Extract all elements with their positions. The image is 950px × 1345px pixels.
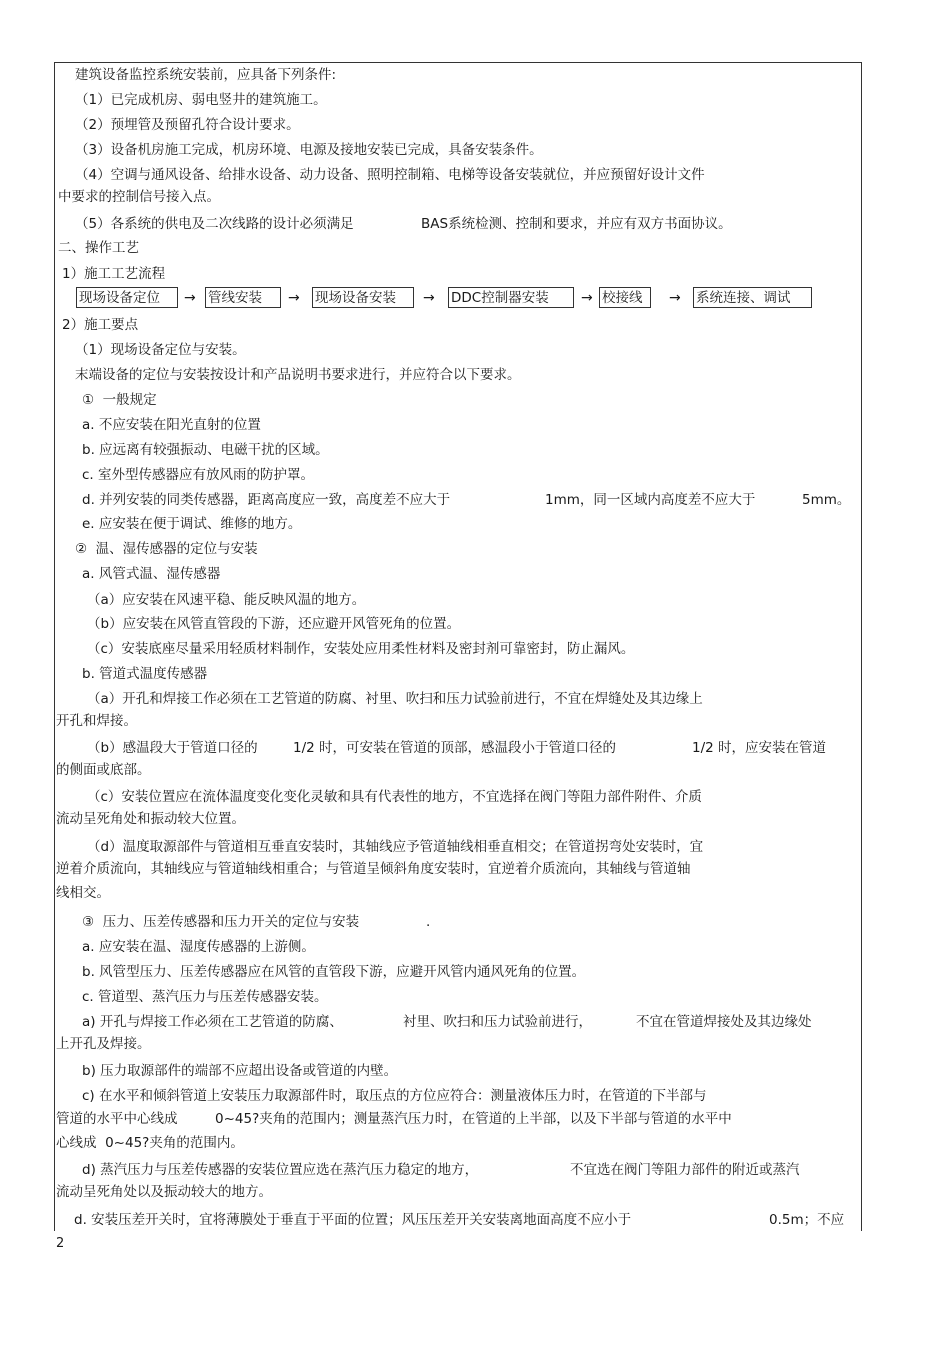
flow-arrow: → xyxy=(669,290,681,306)
flow-step: DDC控制器安装 xyxy=(448,287,574,308)
sub-heading: 2）施工要点 xyxy=(62,317,139,333)
text-line: 1mm，同一区域内高度差不应大于 xyxy=(545,492,756,508)
text-line: ② 温、湿传感器的定位与安装 xyxy=(75,541,258,557)
section-heading: 二、操作工艺 xyxy=(58,240,139,256)
text-line: d) 蒸汽压力与压差传感器的安装位置应选在蒸汽压力稳定的地方， xyxy=(82,1162,479,1178)
text-line: 1/2 时，应安装在管道 xyxy=(692,740,827,756)
text-line: 不宜在管道焊接处及其边缘处 xyxy=(636,1014,812,1030)
text-line: 上开孔及焊接。 xyxy=(56,1036,151,1052)
text-line: 流动呈死角处以及振动较大的地方。 xyxy=(56,1184,272,1200)
text-line: 5mm。 xyxy=(802,492,851,508)
text-line: （b）应安装在风管直管段的下游，还应避开风管死角的位置。 xyxy=(87,616,461,632)
flow-arrow: → xyxy=(184,290,196,306)
text-line: 0.5m；不应 xyxy=(769,1212,845,1228)
text-line: 衬里、吹扫和压力试验前进行， xyxy=(403,1014,592,1030)
flow-arrow: → xyxy=(423,290,435,306)
text-line: a. 应安装在温、湿度传感器的上游侧。 xyxy=(82,939,315,955)
flow-step: 现场设备定位 xyxy=(76,287,178,308)
text-line: a. 风管式温、湿传感器 xyxy=(82,566,221,582)
text-line: 不宜选在阀门等阻力部件的附近或蒸汽 xyxy=(570,1162,800,1178)
text-line: c. 管道型、蒸汽压力与压差传感器安装。 xyxy=(82,989,328,1005)
sub-heading: 1）施工工艺流程 xyxy=(62,266,166,282)
text-line: （b）感温段大于管道口径的 xyxy=(87,740,258,756)
text-line: 开孔和焊接。 xyxy=(56,713,137,729)
flow-arrow: → xyxy=(581,290,593,306)
text-line: a. 不应安装在阳光直射的位置 xyxy=(82,417,261,433)
text-line: （1）已完成机房、弱电竖井的建筑施工。 xyxy=(75,92,327,108)
text-line: a) 开孔与焊接工作必须在工艺管道的防腐、 xyxy=(82,1014,343,1030)
text-line: c) 在水平和倾斜管道上安装压力取源部件时，取压点的方位应符合：测量液体压力时，在管道的下半部与 xyxy=(82,1088,707,1104)
text-line: 线相交。 xyxy=(56,885,110,901)
text-line: （5）各系统的供电及二次线路的设计必须满足 xyxy=(75,216,354,232)
text-line: 建筑设备监控系统安装前，应具备下列条件: xyxy=(75,67,337,83)
text-line: 0~45?夹角的范围内；测量蒸汽压力时，在管道的上半部，以及下半部与管道的水平中 xyxy=(215,1111,732,1127)
text-line: BAS系统检测、控制和要求，并应有双方书面协议。 xyxy=(421,216,732,232)
text-line: 逆着介质流向，其轴线应与管道轴线相重合；与管道呈倾斜角度安装时，宜逆着介质流向，其轴线与管道轴 xyxy=(56,861,691,877)
text-line: ① 一般规定 xyxy=(82,392,157,408)
flow-step: 管线安装 xyxy=(205,287,281,308)
text-line: b. 风管型压力、压差传感器应在风管的直管段下游，应避开风管内通风死角的位置。 xyxy=(82,964,586,980)
flow-step: 现场设备安装 xyxy=(312,287,414,308)
text-line: 心线成 0~45?夹角的范围内。 xyxy=(56,1135,244,1151)
text-line: （1）现场设备定位与安装。 xyxy=(75,342,246,358)
text-line: c. 室外型传感器应有放风雨的防护罩。 xyxy=(82,467,315,483)
text-line: 流动呈死角处和振动较大位置。 xyxy=(56,811,245,827)
text-line: e. 应安装在便于调试、维修的地方。 xyxy=(82,516,302,532)
text-line: d. 安装压差开关时，宜将薄膜处于垂直于平面的位置；风压压差开关安装离地面高度不应小于 xyxy=(74,1212,632,1228)
text-line: ③ 压力、压差传感器和压力开关的定位与安装 xyxy=(82,914,360,930)
text-line: 管道的水平中心线成 xyxy=(56,1111,178,1127)
flow-step: 系统连接、调试 xyxy=(693,287,812,308)
flow-arrow: → xyxy=(288,290,300,306)
page-number: 2 xyxy=(56,1236,65,1251)
text-line: d. 并列安装的同类传感器，距离高度应一致，高度差不应大于 xyxy=(82,492,451,508)
flow-step: 校接线 xyxy=(599,287,651,308)
text-line: （2）预埋管及预留孔符合设计要求。 xyxy=(75,117,300,133)
text-line: （a）开孔和焊接工作必须在工艺管道的防腐、衬里、吹扫和压力试验前进行，不宜在焊缝处及其边缘上 xyxy=(87,691,703,707)
text-line: b. 管道式温度传感器 xyxy=(82,666,208,682)
text-line: （c）安装底座尽量采用轻质材料制作，安装处应用柔性材料及密封剂可靠密封，防止漏风。 xyxy=(87,641,635,657)
text-line: （d）温度取源部件与管道相互垂直安装时，其轴线应予管道轴线相垂直相交；在管道拐弯处安装时，宜 xyxy=(87,839,704,855)
text-line: 中要求的控制信号接入点。 xyxy=(58,189,220,205)
text-line: （4）空调与通风设备、给排水设备、动力设备、照明控制箱、电梯等设备安装就位，并应预留好设计文件 xyxy=(75,167,705,183)
text-line: （3）设备机房施工完成，机房环境、电源及接地安装已完成，具备安装条件。 xyxy=(75,142,543,158)
text-line: （c）安装位置应在流体温度变化变化灵敏和具有代表性的地方，不宜选择在阀门等阻力部件附件、介质 xyxy=(87,789,702,805)
text-line: 末端设备的定位与安装按设计和产品说明书要求进行，并应符合以下要求。 xyxy=(75,367,521,383)
text-line: b. 应远离有较强振动、电磁干扰的区域。 xyxy=(82,442,329,458)
text-line: 的侧面或底部。 xyxy=(56,762,151,778)
text-line: （a）应安装在风速平稳、能反映风温的地方。 xyxy=(87,592,366,608)
text-line: b) 压力取源部件的端部不应超出设备或管道的内壁。 xyxy=(82,1063,398,1079)
text-line: 1/2 时，可安装在管道的顶部，感温段小于管道口径的 xyxy=(293,740,617,756)
text-line: . xyxy=(426,914,431,930)
